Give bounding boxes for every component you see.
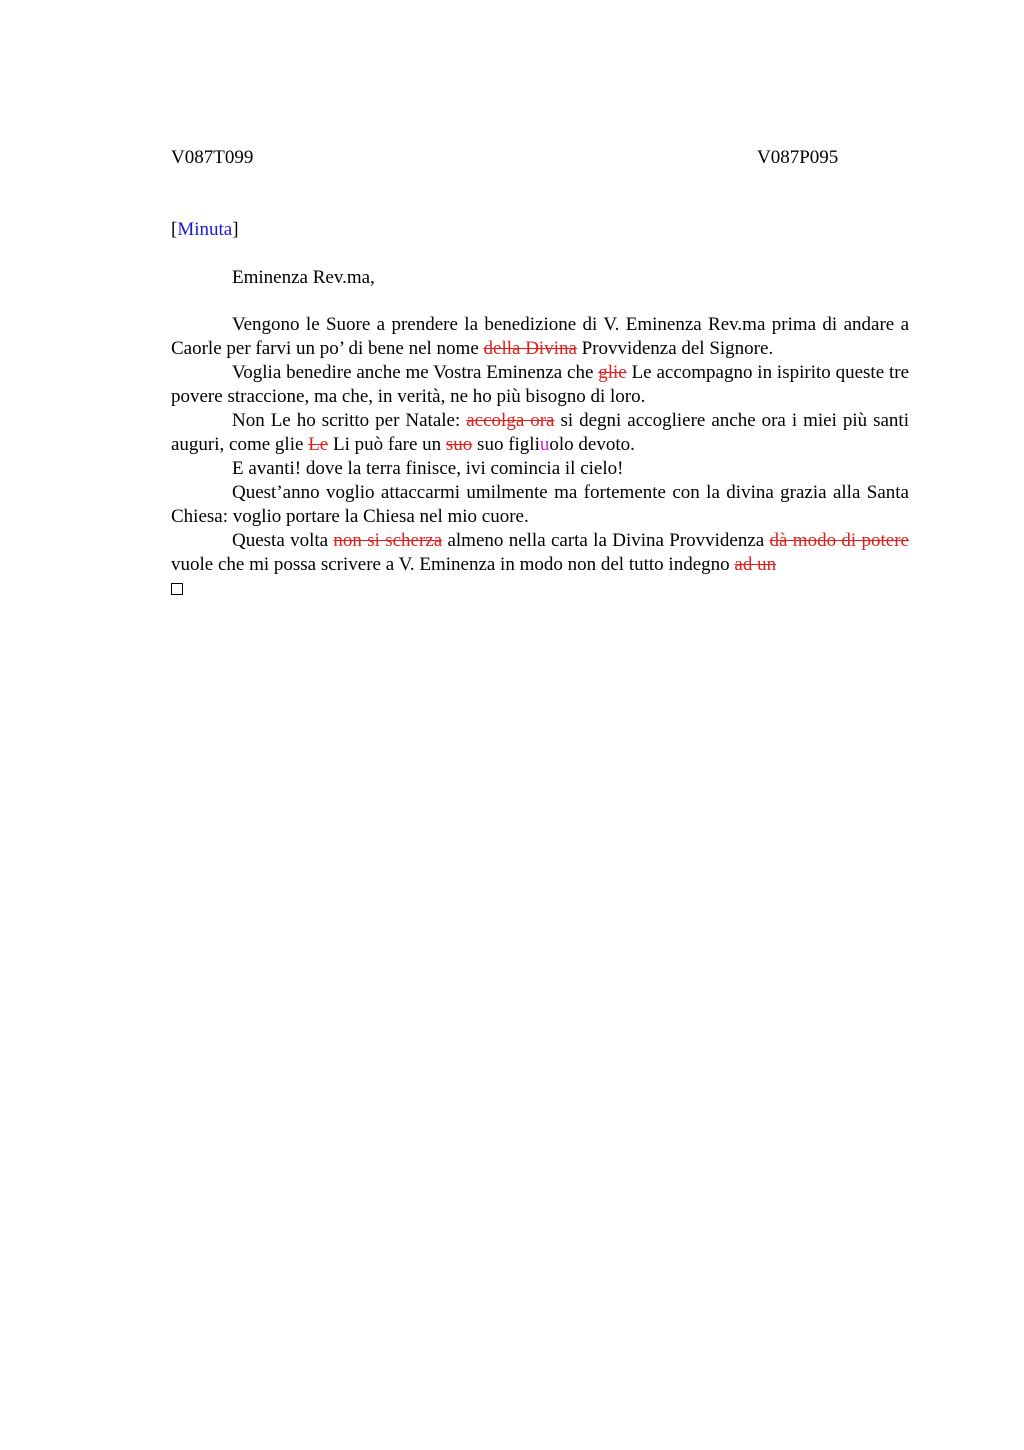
deleted-text: suo xyxy=(445,434,473,455)
document-code-right: V087P095 xyxy=(757,147,839,168)
bracket-close: ] xyxy=(232,219,239,240)
text-run: Questa volta xyxy=(232,530,334,551)
text-run: Non Le ho scritto per Natale: xyxy=(232,410,467,431)
deleted-text: non si scherza xyxy=(333,530,443,551)
letter-body xyxy=(171,313,909,601)
paragraph-6 xyxy=(171,529,909,577)
minuta-label xyxy=(171,218,239,242)
paragraph-3 xyxy=(171,409,909,457)
deleted-text: ad un xyxy=(734,554,777,575)
text-run: olo devoto. xyxy=(549,434,635,455)
salutation: Eminenza Rev.ma, xyxy=(232,267,375,288)
paragraph-2 xyxy=(171,361,909,409)
paragraph-4 xyxy=(171,457,909,481)
text-run: Provvidenza del Signore. xyxy=(576,338,774,359)
bracket-open: [ xyxy=(171,219,178,240)
text-run: almeno nella carta la Divina Provvidenza xyxy=(442,530,770,551)
text-run: suo figli xyxy=(472,434,540,455)
deleted-text: accolga ora xyxy=(466,410,555,431)
paragraph-5 xyxy=(171,481,909,529)
text-run: Voglia benedire anche me Vostra Eminenza che xyxy=(232,362,599,383)
deleted-text: glie xyxy=(598,362,627,383)
end-marker-line xyxy=(171,577,909,601)
deleted-text: dà modo di potere xyxy=(769,530,909,551)
text-run: vuole che mi possa scrivere a V. Eminenza in modo non del tutto indegno xyxy=(171,554,735,575)
text-run: Le accompagno in ispirito queste tre povere straccione, ma che, in verità, ne ho più bisogno di loro. xyxy=(171,362,909,407)
deleted-text: della Divina xyxy=(483,338,577,359)
text-run: Li può fare un xyxy=(328,434,446,455)
empty-square-icon xyxy=(171,583,183,595)
document-code-left: V087T099 xyxy=(171,147,254,168)
paragraph-1 xyxy=(171,313,909,361)
inserted-text: u xyxy=(539,434,550,455)
text-run: Vengono le Suore a prendere la benedizione di V. Eminenza Rev.ma prima di andare a Caorle per farvi un po’ di bene nel nome xyxy=(171,314,909,359)
minuta-word: Minuta xyxy=(177,219,233,240)
text-run: Quest’anno voglio attaccarmi umilmente ma fortemente con la divina grazia alla Santa Chiesa: voglio portare la Chiesa nel mio cuore. xyxy=(171,482,909,527)
text-run: E avanti! dove la terra finisce, ivi comincia il cielo! xyxy=(232,458,624,479)
text-run: si degni accogliere anche ora i miei più santi auguri, come glie xyxy=(171,410,909,455)
deleted-text: Le xyxy=(308,434,329,455)
